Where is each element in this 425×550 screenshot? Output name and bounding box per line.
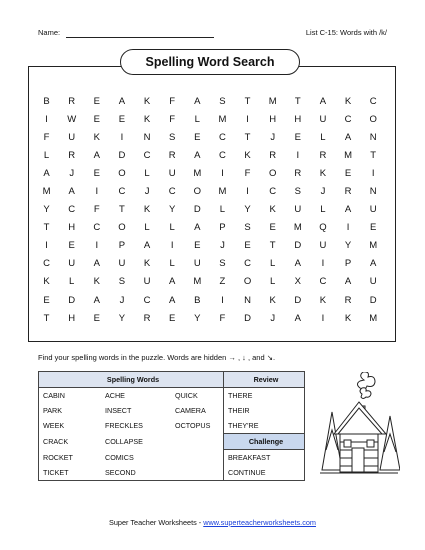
- grid-letter[interactable]: N: [244, 294, 251, 306]
- grid-letter[interactable]: L: [320, 204, 326, 216]
- grid-letter[interactable]: T: [119, 204, 125, 216]
- grid-letter[interactable]: U: [168, 167, 176, 179]
- grid-letter[interactable]: U: [68, 258, 76, 270]
- grid-letter[interactable]: Z: [219, 276, 226, 288]
- grid-letter[interactable]: T: [43, 222, 50, 234]
- grid-letter[interactable]: C: [244, 258, 251, 270]
- grid-letter[interactable]: A: [194, 222, 201, 234]
- grid-letter[interactable]: E: [68, 240, 75, 252]
- grid-letter[interactable]: A: [93, 149, 100, 161]
- grid-letter[interactable]: I: [221, 167, 224, 179]
- page-title: Spelling Word Search: [120, 49, 300, 75]
- grid-letter[interactable]: M: [268, 95, 277, 107]
- grid-letter[interactable]: S: [244, 222, 251, 234]
- grid-letter[interactable]: A: [294, 258, 301, 270]
- grid-letter[interactable]: A: [344, 276, 352, 288]
- grid-letter[interactable]: A: [93, 294, 100, 306]
- grid-letter[interactable]: J: [119, 294, 125, 306]
- grid-letter[interactable]: K: [143, 113, 151, 125]
- grid-letter[interactable]: P: [118, 240, 126, 252]
- grid-letter[interactable]: L: [320, 131, 326, 143]
- grid-letter[interactable]: B: [194, 294, 201, 306]
- grid-letter[interactable]: M: [42, 186, 51, 198]
- grid-letter[interactable]: T: [370, 149, 377, 161]
- word-list-table: [38, 371, 305, 481]
- grid-letter[interactable]: A: [194, 149, 201, 161]
- grid-letter[interactable]: L: [144, 222, 150, 234]
- grid-letter[interactable]: K: [93, 131, 100, 143]
- grid-row: [34, 182, 386, 200]
- grid-letter[interactable]: K: [319, 294, 327, 306]
- grid-row: [34, 291, 386, 309]
- grid-letter[interactable]: K: [344, 312, 352, 324]
- grid-letter[interactable]: L: [69, 276, 75, 288]
- grid-letter[interactable]: I: [45, 240, 48, 252]
- grid-letter[interactable]: A: [294, 312, 301, 324]
- spelling-word: OCTOPUS: [171, 418, 224, 434]
- grid-letter[interactable]: H: [68, 312, 76, 324]
- grid-letter[interactable]: U: [369, 204, 377, 216]
- grid-letter[interactable]: T: [244, 95, 251, 107]
- grid-letter[interactable]: P: [344, 258, 352, 270]
- grid-letter[interactable]: O: [118, 167, 126, 179]
- grid-letter[interactable]: K: [143, 204, 151, 216]
- grid-letter[interactable]: T: [43, 312, 50, 324]
- grid-letter[interactable]: T: [244, 131, 251, 143]
- challenge-header: Challenge: [224, 434, 305, 450]
- grid-letter[interactable]: E: [93, 95, 100, 107]
- name-blank-line[interactable]: [66, 37, 214, 38]
- spelling-word: COLLAPSE: [105, 437, 143, 446]
- grid-letter[interactable]: C: [143, 149, 151, 161]
- grid-row: [34, 273, 386, 291]
- grid-letter[interactable]: Q: [319, 222, 327, 234]
- grid-letter[interactable]: Y: [244, 204, 251, 216]
- grid-letter[interactable]: N: [369, 131, 377, 143]
- grid-letter[interactable]: I: [346, 222, 350, 234]
- grid-letter[interactable]: A: [93, 258, 100, 270]
- grid-letter[interactable]: J: [69, 167, 75, 179]
- grid-letter[interactable]: U: [319, 240, 327, 252]
- grid-letter[interactable]: B: [43, 95, 50, 107]
- grid-letter[interactable]: U: [319, 113, 327, 125]
- grid-letter[interactable]: K: [93, 276, 100, 288]
- spelling-word: QUICK: [171, 388, 224, 404]
- grid-letter[interactable]: J: [220, 240, 225, 252]
- grid-letter[interactable]: C: [344, 113, 352, 125]
- grid-letter[interactable]: D: [369, 294, 377, 306]
- list-label: List C-15: Words with /k/: [305, 28, 387, 37]
- grid-letter[interactable]: D: [244, 312, 251, 324]
- grid-letter[interactable]: I: [296, 149, 300, 161]
- grid-letter[interactable]: K: [43, 276, 50, 288]
- grid-row: [34, 237, 386, 255]
- footer-link[interactable]: www.superteacherworksheets.com: [203, 518, 316, 527]
- grid-letter[interactable]: L: [270, 276, 276, 288]
- name-label: Name:: [38, 28, 61, 37]
- grid-letter[interactable]: T: [269, 240, 276, 252]
- grid-row: [34, 219, 386, 237]
- grid-row: [34, 110, 386, 128]
- grid-letter[interactable]: C: [143, 294, 151, 306]
- grid-letter[interactable]: E: [43, 294, 50, 306]
- grid-letter[interactable]: C: [219, 131, 226, 143]
- grid-letter[interactable]: C: [369, 95, 377, 107]
- grid-letter[interactable]: M: [193, 276, 202, 288]
- grid-letter[interactable]: F: [244, 167, 251, 179]
- grid-letter[interactable]: A: [169, 276, 176, 288]
- spelling-word: WEEK: [39, 418, 102, 434]
- spelling-words-header: Spelling Words: [39, 372, 224, 388]
- grid-letter[interactable]: U: [193, 258, 201, 270]
- grid-letter[interactable]: I: [321, 258, 325, 270]
- grid-letter[interactable]: E: [93, 312, 100, 324]
- grid-letter[interactable]: A: [118, 95, 126, 107]
- grid-letter[interactable]: U: [294, 204, 302, 216]
- spelling-word: COMICS: [105, 452, 134, 462]
- grid-letter[interactable]: E: [93, 167, 100, 179]
- grid-letter[interactable]: K: [269, 204, 276, 216]
- grid-letter[interactable]: H: [294, 113, 302, 125]
- grid-letter[interactable]: A: [43, 167, 50, 179]
- grid-letter[interactable]: K: [269, 294, 276, 306]
- grid-letter[interactable]: D: [118, 149, 126, 161]
- grid-letter[interactable]: R: [319, 149, 327, 161]
- worksheet-header: [38, 28, 387, 42]
- grid-letter[interactable]: I: [95, 186, 99, 198]
- grid-letter[interactable]: Y: [43, 204, 50, 216]
- grid-letter[interactable]: R: [269, 149, 277, 161]
- grid-letter[interactable]: A: [194, 95, 201, 107]
- grid-letter[interactable]: D: [193, 204, 201, 216]
- grid-letter[interactable]: O: [369, 113, 377, 125]
- grid-letter[interactable]: E: [269, 222, 276, 234]
- grid-letter[interactable]: R: [344, 294, 352, 306]
- grid-letter[interactable]: A: [68, 186, 75, 198]
- grid-row: [34, 164, 386, 182]
- spelling-word: CRACK: [39, 434, 102, 450]
- grid-letter[interactable]: Y: [344, 240, 352, 252]
- grid-letter[interactable]: K: [319, 167, 327, 179]
- grid-letter[interactable]: H: [68, 222, 76, 234]
- spelling-word: TICKET: [39, 465, 102, 481]
- grid-letter[interactable]: F: [169, 113, 176, 125]
- grid-letter[interactable]: D: [68, 294, 76, 306]
- grid-letter[interactable]: C: [269, 186, 277, 198]
- spelling-word: [171, 434, 224, 450]
- grid-letter[interactable]: J: [144, 186, 150, 198]
- spelling-word: SECOND: [101, 465, 171, 481]
- grid-letter[interactable]: E: [194, 131, 201, 143]
- grid-letter[interactable]: O: [193, 186, 201, 198]
- grid-letter[interactable]: S: [294, 186, 301, 198]
- grid-letter[interactable]: R: [143, 312, 151, 324]
- spelling-word: INSECT: [105, 406, 132, 415]
- spelling-word: CABIN: [39, 388, 102, 404]
- grid-letter[interactable]: I: [120, 131, 124, 143]
- grid-letter[interactable]: E: [344, 167, 352, 179]
- grid-letter[interactable]: D: [294, 240, 302, 252]
- grid-letter[interactable]: X: [294, 276, 301, 288]
- grid-letter[interactable]: M: [193, 167, 202, 179]
- grid-letter[interactable]: U: [143, 276, 151, 288]
- grid-letter[interactable]: L: [194, 113, 200, 125]
- grid-letter[interactable]: C: [93, 222, 101, 234]
- instructions: Find your spelling words in the puzzle. Words are hidden → , ↓ , and ↘.: [38, 353, 276, 362]
- grid-letter[interactable]: R: [168, 149, 176, 161]
- spelling-word: PARK: [39, 403, 102, 418]
- grid-row: [34, 146, 386, 164]
- grid-letter[interactable]: C: [43, 258, 50, 270]
- word-search-grid: [34, 92, 386, 327]
- grid-letter[interactable]: U: [68, 131, 76, 143]
- grid-letter[interactable]: P: [219, 222, 226, 234]
- grid-letter[interactable]: M: [344, 149, 353, 161]
- footer: [0, 518, 425, 527]
- grid-letter[interactable]: U: [369, 276, 377, 288]
- grid-row: [34, 128, 386, 146]
- review-word: THEY'RE: [224, 418, 305, 434]
- grid-letter[interactable]: L: [43, 149, 50, 161]
- grid-letter[interactable]: K: [344, 95, 352, 107]
- grid-letter[interactable]: A: [143, 240, 151, 252]
- grid-letter[interactable]: A: [344, 204, 352, 216]
- grid-letter[interactable]: E: [169, 312, 176, 324]
- grid-letter[interactable]: J: [320, 186, 326, 198]
- grid-letter[interactable]: E: [194, 240, 201, 252]
- grid-letter[interactable]: R: [294, 167, 302, 179]
- spelling-word: ACHE: [105, 391, 125, 400]
- spelling-word: CAMERA: [171, 403, 224, 418]
- grid-letter[interactable]: M: [218, 186, 227, 198]
- grid-letter[interactable]: U: [118, 258, 126, 270]
- review-word: THERE: [224, 388, 305, 404]
- grid-letter[interactable]: L: [144, 167, 150, 179]
- footer-prefix: Super Teacher Worksheets -: [109, 518, 204, 527]
- grid-letter[interactable]: R: [68, 95, 76, 107]
- grid-letter[interactable]: F: [169, 95, 176, 107]
- grid-letter[interactable]: M: [293, 222, 302, 234]
- grid-letter[interactable]: I: [170, 240, 174, 252]
- cabin-illustration-icon: [318, 372, 400, 482]
- grid-letter[interactable]: S: [219, 95, 226, 107]
- grid-letter[interactable]: E: [93, 113, 100, 125]
- grid-letter[interactable]: K: [143, 258, 151, 270]
- grid-letter[interactable]: J: [270, 312, 276, 324]
- grid-letter[interactable]: C: [168, 186, 176, 198]
- grid-letter[interactable]: O: [268, 167, 277, 179]
- grid-letter[interactable]: E: [370, 222, 377, 234]
- grid-letter[interactable]: E: [118, 113, 126, 125]
- grid-letter[interactable]: L: [169, 222, 175, 234]
- grid-letter[interactable]: N: [369, 186, 377, 198]
- grid-letter[interactable]: A: [344, 131, 352, 143]
- grid-letter[interactable]: J: [270, 131, 276, 143]
- spelling-word: ROCKET: [39, 450, 102, 466]
- challenge-word: CONTINUE: [224, 465, 305, 481]
- challenge-word: BREAKFAST: [224, 450, 305, 466]
- grid-letter[interactable]: I: [246, 186, 249, 198]
- grid-letter[interactable]: K: [244, 149, 251, 161]
- grid-letter[interactable]: E: [294, 131, 301, 143]
- review-header: Review: [224, 372, 305, 388]
- grid-letter[interactable]: D: [294, 294, 302, 306]
- grid-letter[interactable]: L: [270, 258, 276, 270]
- grid-letter[interactable]: I: [95, 240, 99, 252]
- grid-letter[interactable]: F: [219, 312, 226, 324]
- grid-letter[interactable]: K: [143, 95, 151, 107]
- grid-letter[interactable]: R: [344, 186, 352, 198]
- grid-row: [34, 92, 386, 110]
- grid-letter[interactable]: F: [43, 131, 50, 143]
- grid-letter[interactable]: N: [143, 131, 151, 143]
- spelling-word: [171, 465, 224, 481]
- grid-letter[interactable]: M: [369, 312, 378, 324]
- grid-letter[interactable]: F: [93, 204, 100, 216]
- grid-letter[interactable]: I: [221, 294, 224, 306]
- grid-letter[interactable]: T: [294, 95, 301, 107]
- grid-letter[interactable]: C: [68, 204, 76, 216]
- grid-letter[interactable]: I: [45, 113, 48, 125]
- grid-letter[interactable]: M: [218, 113, 227, 125]
- grid-letter[interactable]: I: [371, 167, 375, 179]
- grid-letter[interactable]: I: [246, 113, 249, 125]
- grid-letter[interactable]: Y: [169, 204, 176, 216]
- grid-row: [34, 201, 386, 219]
- grid-letter[interactable]: W: [67, 113, 77, 125]
- grid-letter[interactable]: R: [68, 149, 76, 161]
- grid-letter[interactable]: S: [169, 131, 176, 143]
- grid-letter[interactable]: A: [319, 95, 327, 107]
- grid-letter[interactable]: Y: [118, 312, 126, 324]
- grid-letter[interactable]: H: [269, 113, 277, 125]
- grid-letter[interactable]: A: [169, 294, 176, 306]
- grid-row: [34, 309, 386, 327]
- grid-letter[interactable]: E: [244, 240, 251, 252]
- grid-letter[interactable]: L: [169, 258, 175, 270]
- review-word: THEIR: [224, 403, 305, 418]
- grid-letter[interactable]: I: [321, 312, 325, 324]
- grid-letter[interactable]: S: [118, 276, 126, 288]
- grid-letter[interactable]: S: [219, 258, 226, 270]
- spelling-word: [171, 450, 224, 466]
- grid-letter[interactable]: C: [319, 276, 327, 288]
- grid-letter[interactable]: Y: [194, 312, 201, 324]
- grid-letter[interactable]: A: [370, 258, 377, 270]
- grid-letter[interactable]: C: [118, 186, 126, 198]
- grid-letter[interactable]: C: [219, 149, 226, 161]
- grid-letter[interactable]: O: [118, 222, 126, 234]
- spelling-word: FRECKLES: [105, 421, 143, 431]
- grid-row: [34, 255, 386, 273]
- grid-letter[interactable]: M: [369, 240, 378, 252]
- grid-letter[interactable]: L: [219, 204, 226, 216]
- grid-letter[interactable]: O: [243, 276, 252, 288]
